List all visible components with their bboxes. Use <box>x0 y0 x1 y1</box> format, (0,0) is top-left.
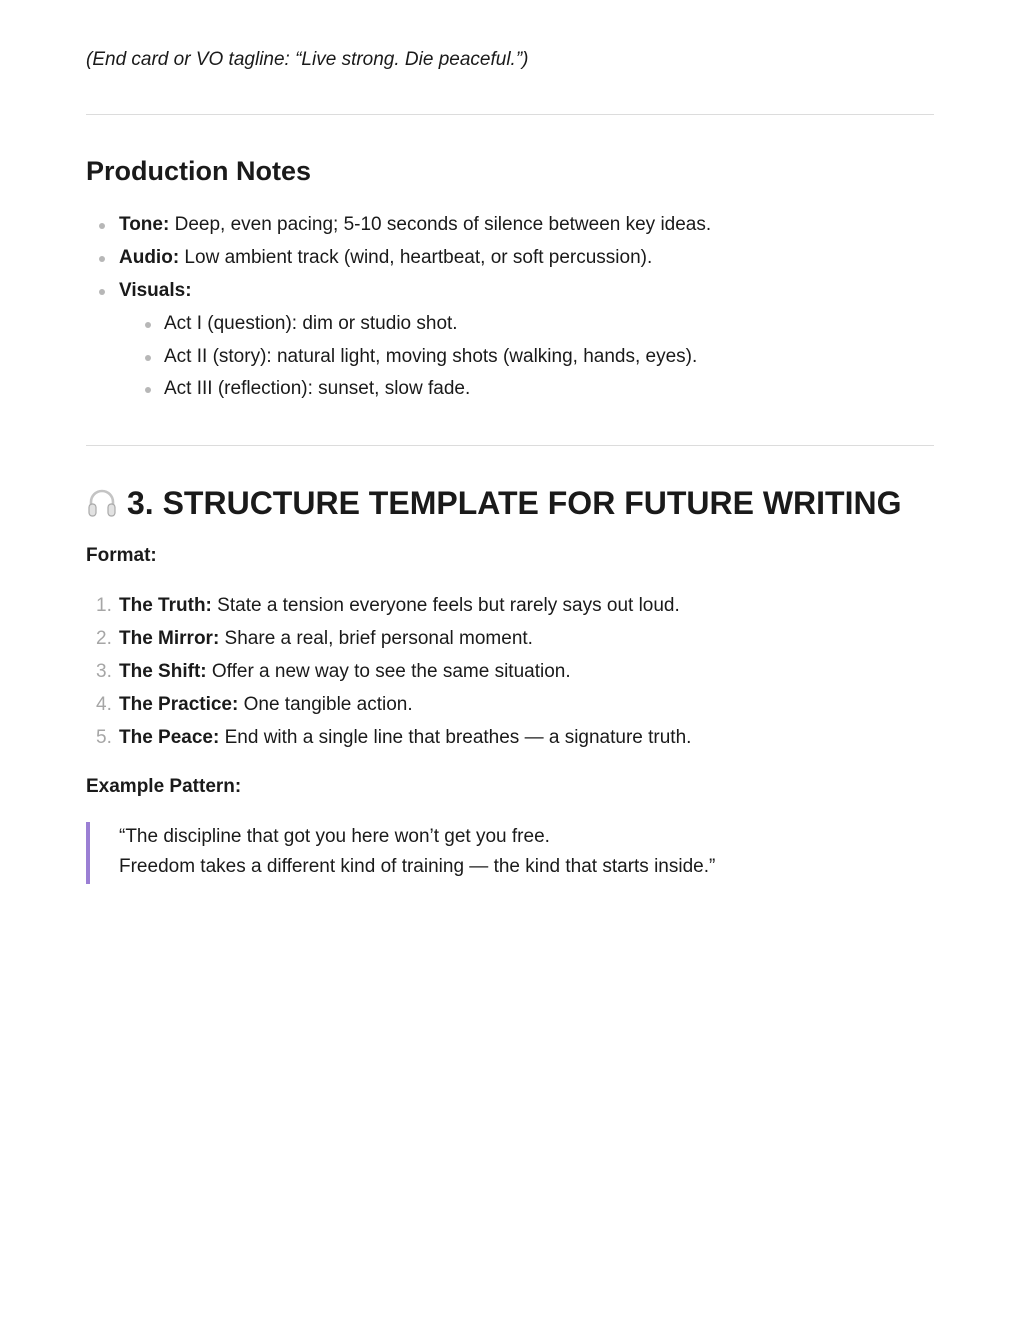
step-text: Share a real, brief personal moment. <box>219 628 533 649</box>
tagline: (End card or VO tagline: “Live strong. Die peaceful.”) <box>86 49 529 70</box>
step-number: 2. <box>96 628 112 649</box>
list-item-visuals <box>86 277 711 310</box>
step-number: 1. <box>96 595 112 616</box>
step-number: 3. <box>96 661 112 682</box>
example-quote <box>86 822 910 884</box>
item-label: Visuals: <box>119 280 192 301</box>
bullet-icon <box>145 387 151 393</box>
sub-list-item <box>86 310 711 343</box>
bullet-icon <box>145 355 151 361</box>
sub-item-text: Act II (story): natural light, moving shots (walking, hands, eyes). <box>164 345 698 367</box>
example-pattern-label: Example Pattern: <box>86 776 242 797</box>
structure-heading <box>86 483 901 523</box>
list-item-audio <box>86 244 711 277</box>
structure-heading-text: 3. STRUCTURE TEMPLATE FOR FUTURE WRITING <box>127 485 902 521</box>
list-item-step <box>86 724 691 757</box>
step-label: The Mirror: <box>119 628 220 649</box>
item-text: Low ambient track (wind, heartbeat, or soft percussion). <box>179 247 653 268</box>
step-label: The Peace: <box>119 727 220 748</box>
step-number: 5. <box>96 727 112 748</box>
item-text: Deep, even pacing; 5-10 seconds of silence between key ideas. <box>169 214 712 235</box>
list-item-step <box>86 658 691 691</box>
step-label: The Shift: <box>119 661 207 682</box>
sub-list-item <box>86 375 711 408</box>
step-label: The Truth: <box>119 595 212 616</box>
divider <box>86 114 934 115</box>
format-label: Format: <box>86 545 157 566</box>
sub-item-text: Act I (question): dim or studio shot. <box>164 313 458 334</box>
step-text: One tangible action. <box>238 694 413 715</box>
format-steps-list <box>86 592 691 757</box>
step-text: Offer a new way to see the same situation. <box>206 661 571 682</box>
step-label: The Practice: <box>119 694 239 715</box>
divider <box>86 445 934 446</box>
bullet-icon <box>99 223 105 229</box>
headphones-icon <box>86 487 118 519</box>
list-item-step <box>86 592 691 625</box>
item-label: Audio: <box>119 247 180 268</box>
sub-list-item <box>86 343 711 376</box>
item-label: Tone: <box>119 214 170 235</box>
production-notes-heading: Production Notes <box>86 156 312 186</box>
bullet-icon <box>99 289 105 295</box>
sub-item-text: Act III (reflection): sunset, slow fade. <box>164 378 471 399</box>
quote-line: Freedom takes a different kind of training — the kind that starts inside.” <box>119 856 716 877</box>
visuals-sublist <box>86 310 711 408</box>
step-number: 4. <box>96 694 112 715</box>
list-item-tone <box>86 211 711 244</box>
production-notes-list <box>86 211 711 408</box>
list-item-step <box>86 625 691 658</box>
bullet-icon <box>145 322 151 328</box>
step-text: End with a single line that breathes — a signature truth. <box>219 727 692 748</box>
bullet-icon <box>99 256 105 262</box>
step-text: State a tension everyone feels but rarely says out loud. <box>211 595 680 616</box>
visuals-sublist-container <box>86 310 711 408</box>
list-item-step <box>86 691 691 724</box>
quote-line: “The discipline that got you here won’t get you free. <box>119 826 550 847</box>
